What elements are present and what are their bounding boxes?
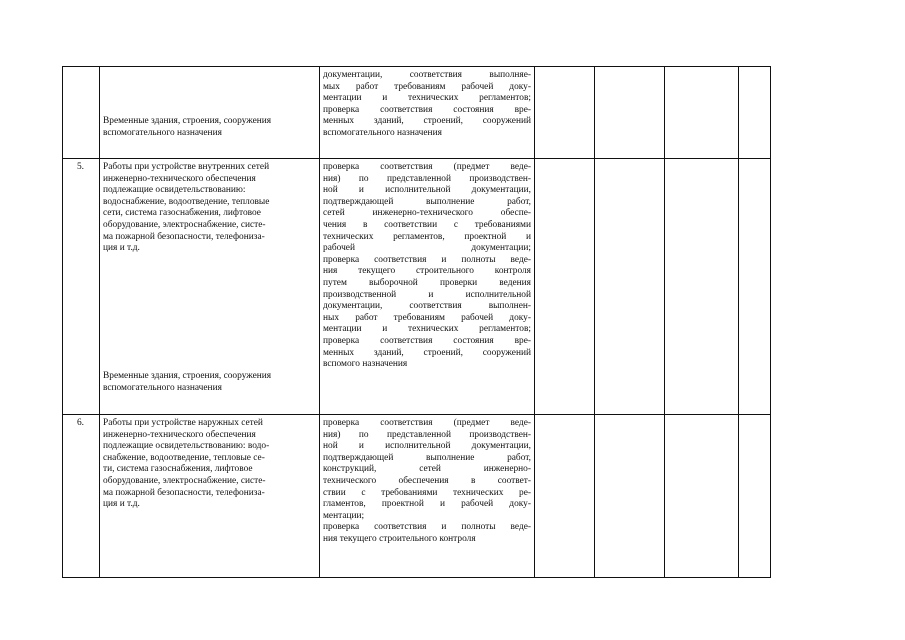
text-line: ма пожарной безопасности, телефониза- xyxy=(103,487,265,498)
text-line: проверка соответствия состояния вре- xyxy=(323,335,531,346)
work-description-lines xyxy=(103,162,317,255)
table-column-divider xyxy=(99,66,100,578)
text-line: инженерно-технического обеспечения xyxy=(103,173,256,184)
text-line: ния) по представленной производствен- xyxy=(323,173,531,184)
text-line: подтверждающей выполнение работ, xyxy=(323,196,531,207)
text-line: ция и т.д. xyxy=(103,243,140,254)
text-line: ния) по представленной производствен- xyxy=(323,429,531,440)
text-line: Работы при устройстве наружных сетей xyxy=(103,418,263,428)
text-line: инженерно-технического обеспечения xyxy=(103,429,256,440)
text-line: проверка соответствия (предмет веде- xyxy=(323,162,531,172)
row-number: 5. xyxy=(76,162,85,172)
text-line: вспомогательного назначения xyxy=(323,127,442,138)
text-line: проверка соответствия (предмет веде- xyxy=(323,418,531,428)
text-line: Временные здания, строения, сооружения xyxy=(103,371,272,381)
text-line: рабочей документации; xyxy=(323,243,531,254)
table-column-divider xyxy=(738,66,739,578)
text-line: ма пожарной безопасности, телефониза- xyxy=(103,231,265,242)
work-description-lines xyxy=(103,116,317,139)
text-line: подлежащие освидетельствованию: xyxy=(103,185,246,196)
text-line: ния текущего строительного контроля xyxy=(323,533,476,544)
text-line: водоснабжение, водоотведение, тепловые xyxy=(103,196,270,207)
text-line: ментации и технических регламентов; xyxy=(323,93,531,104)
inspection-scope-lines xyxy=(323,162,531,371)
table-column-divider xyxy=(664,66,665,578)
text-line: менных зданий, строений, сооружений xyxy=(323,347,531,358)
text-line: ствии с требованиями технических ре- xyxy=(323,487,531,498)
table-row-divider xyxy=(62,158,770,159)
text-line: подлежащие освидетельствованию: водо- xyxy=(103,441,270,452)
text-line: мых работ требованиям рабочей доку- xyxy=(323,81,531,92)
text-line: менных зданий, строений, сооружений xyxy=(323,116,531,127)
text-line: технического обеспечения в соответ- xyxy=(323,475,531,486)
text-line: ция и т.д. xyxy=(103,499,140,510)
text-line: производственной и исполнительной xyxy=(323,289,531,300)
text-line: Работы при устройстве внутренних сетей xyxy=(103,162,270,172)
inspection-scope-lines xyxy=(323,70,531,140)
table-border-left xyxy=(62,66,63,578)
table-border-bottom xyxy=(62,577,770,578)
text-line: проверка соответствия состояния вре- xyxy=(323,104,531,115)
text-line: вспомогательного назначения xyxy=(103,127,222,138)
text-line: ния текущего строительного контроля xyxy=(323,266,531,277)
text-line: документации, соответствия выполняе- xyxy=(323,70,531,80)
text-line: ной и исполнительной документации, xyxy=(323,441,531,452)
text-line: сети, система газоснабжения, лифтовое xyxy=(103,208,261,219)
table-column-divider xyxy=(534,66,535,578)
text-line: оборудование, электроснабжение, систе- xyxy=(103,475,266,486)
work-description-lines xyxy=(103,371,317,394)
text-line: ной и исполнительной документации, xyxy=(323,185,531,196)
text-line: оборудование, электроснабжение, систе- xyxy=(103,219,266,230)
inspection-scope-lines xyxy=(323,418,531,546)
text-line: снабжение, водоотведение, тепловые се- xyxy=(103,452,265,463)
text-line: проверка соответствия и полноты веде- xyxy=(323,522,531,533)
text-line: Временные здания, строения, сооружения xyxy=(103,116,272,126)
table-column-divider xyxy=(319,66,320,578)
text-line: проверка соответствия и полноты веде- xyxy=(323,254,531,265)
text-line: технических регламентов, проектной и xyxy=(323,231,531,242)
text-line: конструкций, сетей инженерно- xyxy=(323,464,531,475)
table-border-top xyxy=(62,66,770,67)
text-line: вспомогательного назначения xyxy=(103,382,222,393)
text-line: ти, система газоснабжения, лифтовое xyxy=(103,464,253,475)
text-line: сетей инженерно-технического обеспе- xyxy=(323,208,531,219)
table-border-right xyxy=(770,66,771,578)
text-line: гламентов, проектной и рабочей доку- xyxy=(323,499,531,510)
text-line: документации, соответствия выполнен- xyxy=(323,301,531,312)
text-line: ментации и технических регламентов; xyxy=(323,324,531,335)
text-line: ментации; xyxy=(323,510,365,521)
table-column-divider xyxy=(594,66,595,578)
text-line: чения в соответствии с требованиями xyxy=(323,219,531,230)
text-line: путем выборочной проверки ведения xyxy=(323,277,531,288)
table-row-divider xyxy=(62,414,770,415)
text-line: вспомого назначения xyxy=(323,359,408,370)
text-line: ных работ требованиям рабочей доку- xyxy=(323,312,531,323)
text-line: подтверждающей выполнение работ, xyxy=(323,452,531,463)
work-description-lines xyxy=(103,418,317,511)
row-number: 6. xyxy=(76,418,85,428)
